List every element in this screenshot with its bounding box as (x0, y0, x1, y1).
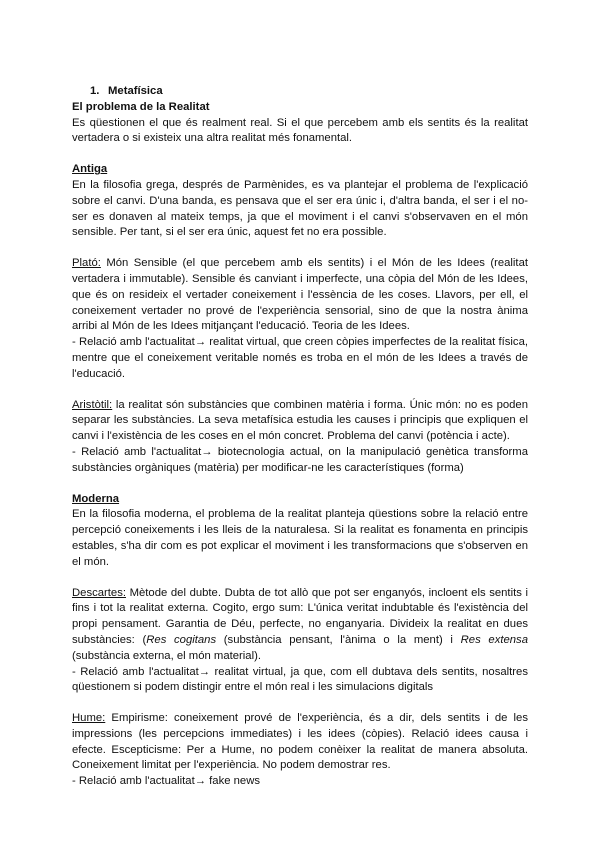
plato-name: Plató: (72, 257, 101, 270)
hume-name: Hume: (72, 712, 106, 725)
plato-paragraph (72, 256, 528, 335)
hume-relacio: - Relació amb l'actualitat→ fake news (72, 775, 261, 788)
hume-paragraph (72, 711, 528, 774)
aristotil-paragraph (72, 398, 528, 445)
descartes-text-3: (substància externa, el món material). (72, 649, 261, 662)
antiga-paragraph: En la filosofia grega, després de Parmènides, es va plantejar el problema de l'explicació sobre el canvi. D'una banda, es pensava que el ser era únic i, d'altra banda, el ser i el no-ser es donaven al mateix temps, ja que el moviment i el canvi s'observaven en el món sensible. Per tant, si el ser era únic, aquest fet no era possible. (72, 178, 528, 239)
descartes-text-2: (substància pensant, l'ànima o la ment) i (216, 633, 461, 646)
descartes-text-1: Mètode del dubte. Dubta de tot allò que pot ser enganyós, incloent els sentits i fins i tot la realitat externa. Cogito, ergo sum: L'única veritat indubtable és l'existència del propi pensament. Garantia de Déu, perfecte, no enganyaria. Divideix la realitat en dues substàncies: ( (72, 586, 528, 646)
hume-text: Empirisme: coneixement prové de l'experiència, és a dir, dels sentits i de les impressions (les percepcions immediates) i les idees (còpies). Relació idees causa i efecte. Escepticisme: Per a Hume, no podem conèixer la realitat de manera absoluta. Coneixement limitat per l'experiència. No podem demostrar res. (72, 712, 528, 772)
section-heading (90, 84, 528, 100)
aristotil-text: la realitat són substàncies que combinen matèria i forma. Únic món: no es poden separar les substàncies. La seva metafísica estudia les causes i principis que expliquen el canvi i l'existència de les coses en el món concret. Problema del canvi (potència i acte). (72, 398, 528, 443)
aristotil-name: Aristòtil: (72, 398, 113, 411)
document-page (72, 84, 528, 790)
plato-relacio: - Relació amb l'actualitat→ realitat virtual, que creen còpies imperfectes de la realitat física, mentre que el coneixement veritable només es troba en el món de les Idees a través de l'educació. (72, 336, 528, 380)
res-extensa: Res extensa (460, 633, 528, 646)
descartes-name: Descartes: (72, 586, 126, 599)
descartes-relacio: - Relació amb l'actualitat→ realitat virtual, ja que, com ell dubtava dels sentits, nosaltres qüestionem si podem distingir entre el món real i les simulacions digitals (72, 665, 528, 694)
moderna-title: Moderna (72, 492, 120, 505)
moderna-paragraph: En la filosofia moderna, el problema de la realitat planteja qüestions sobre la relació entre percepció coneixements i les lleis de la naturalesa. Si la realitat es fonamenta en principis estables, s'ha dir com es pot explicar el moviment i les transformacions que s'observen en el món. (72, 508, 528, 568)
antiga-title: Antiga (72, 163, 108, 176)
intro-paragraph: Es qüestionen el que és realment real. Si el que percebem amb els sentits és la realitat vertadera o si existeix una altra realitat més fonamental. (72, 116, 528, 145)
heading-title: Metafísica (108, 85, 163, 97)
aristotil-relacio: - Relació amb l'actualitat→ biotecnologia actual, on la manipulació genètica transforma substàncies orgàniques (matèria) per modificar-ne les característiques (forma) (72, 445, 528, 474)
heading-number: 1. (90, 85, 100, 97)
descartes-paragraph (72, 586, 528, 665)
plato-text: Món Sensible (el que percebem amb els sentits) i el Món de les Idees (realitat vertadera i immutable). Sensible és canviant i imperfecte, una còpia del Món de les Idees, que és on resideix el vertader coneixement i l'essència de les coses. Llavors, per ell, el coneixement vertader no prové de l'experiència sensorial, sino de que la nostra ànima arribi al Món de les Idees mitjançant l'educació. Teoria de les Idees. (72, 257, 528, 333)
subheading: El problema de la Realitat (72, 100, 210, 113)
res-cogitans: Res cogitans (146, 633, 217, 646)
